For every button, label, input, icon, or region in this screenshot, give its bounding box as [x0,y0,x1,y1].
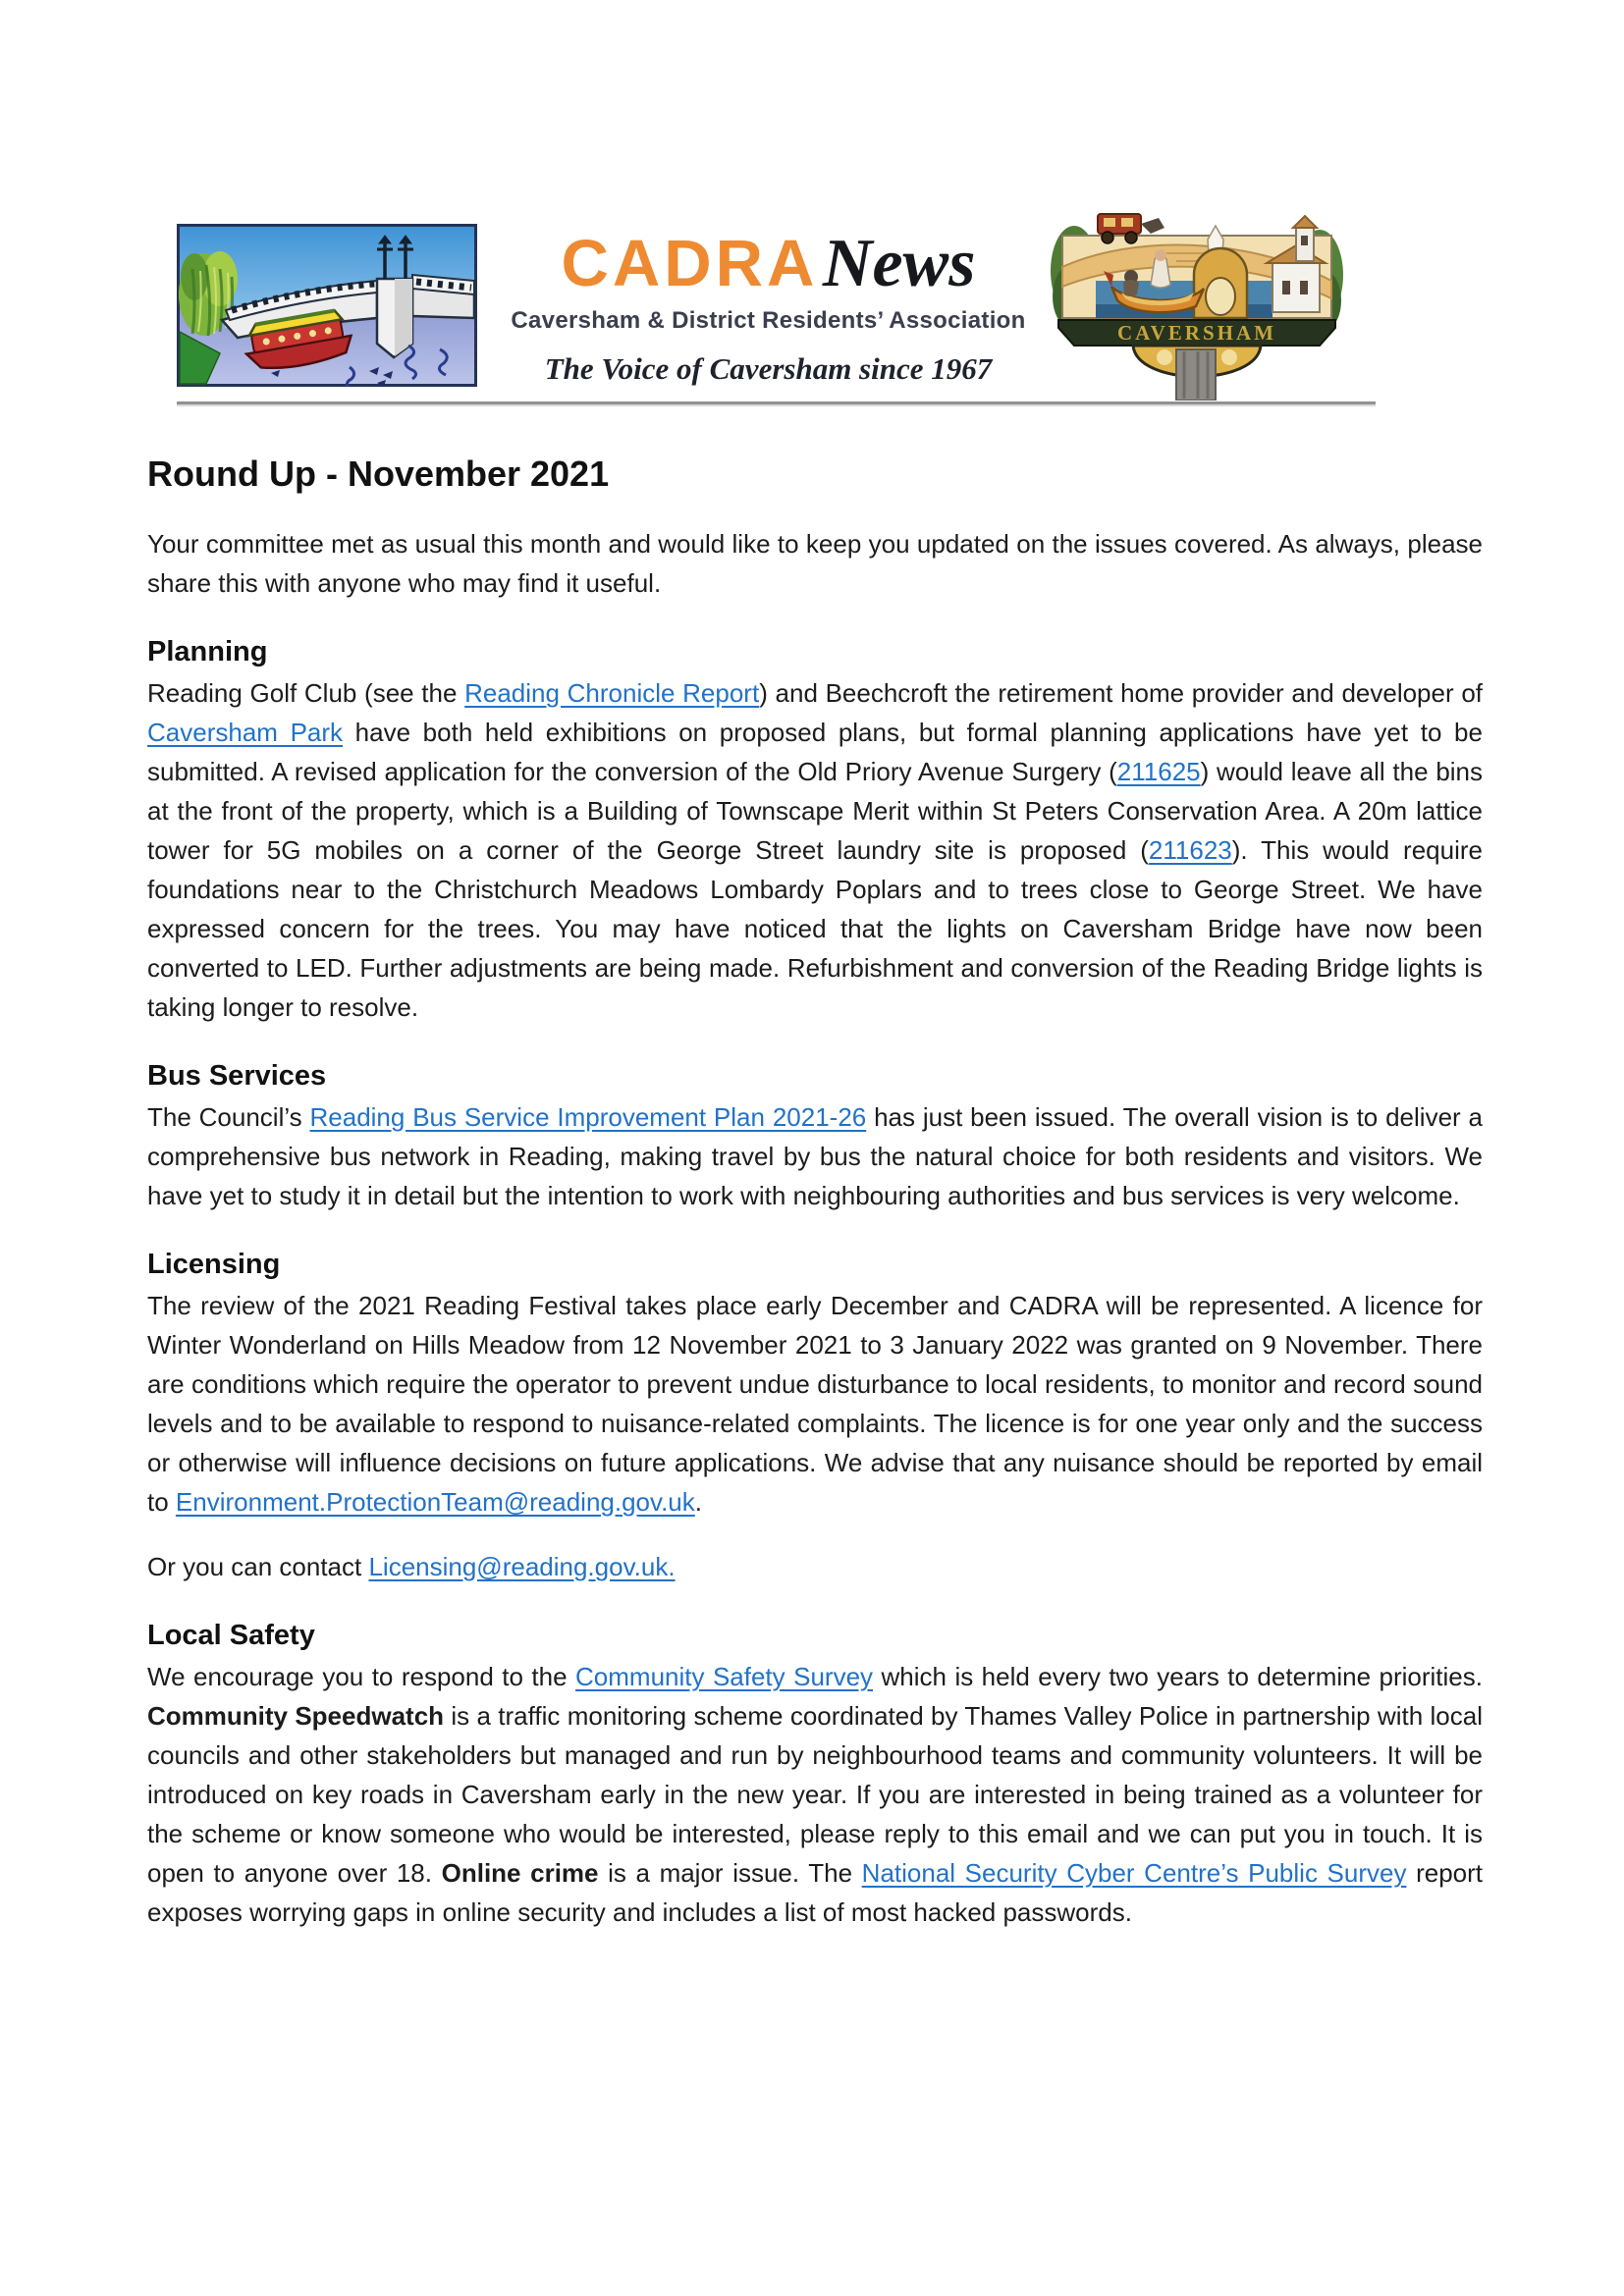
section-heading-local-safety: Local Safety [147,1620,315,1651]
sign-banner-text: CAVERSHAM [1117,321,1276,345]
caversham-village-sign-image [1049,202,1345,400]
bold-text-run: Online crime [441,1858,599,1888]
text-run: has just been issued. The overall vision is to deliver a comprehensive bus network in Reading, making travel by bus the natural choice for both residents and visitors. We have yet to study it in detail but the intention to work with neighbouring authorities and bus services is very welcome. [147,1102,1483,1210]
text-run: ) and Beechcroft the retirement home provider and developer of [759,678,1483,708]
text-run: We encourage you to respond to the [147,1662,576,1691]
brand-cadra-text: CADRA [561,227,819,300]
page-title: Round Up - November 2021 [147,454,610,494]
link-caversham-park[interactable]: Caversham Park [147,718,344,747]
section-licensing [147,1249,1483,1586]
text-run: . [694,1487,703,1517]
text-run: The review of the 2021 Reading Festival takes place early December and CADRA will be represented. A licence for Winter Wonderland on Hills Meadow from 12 November 2021 to 3 January 2022 was granted on 9 November. There are conditions which require the operator to prevent undue disturbance to local residents, to monitor and record sound levels and to be available to respond to nuisance-related complaints. The licence is for one year only and the success or otherwise will influence decisions on future applications. We advise that any nuisance should be reported by email to [147,1291,1483,1517]
brand-tagline: The Voice of Caversham since 1967 [544,351,993,386]
link-211625[interactable]: 211625 [1116,757,1201,786]
link-reading-chronicle-report[interactable]: Reading Chronicle Report [464,678,760,708]
masthead [491,226,1046,387]
text-run: Reading Golf Club (see the [147,678,465,708]
link-community-safety-survey[interactable]: Community Safety Survey [575,1662,874,1691]
link-211623[interactable]: 211623 [1148,835,1232,865]
newsletter-body [147,454,1483,1932]
brand-title [491,226,1046,301]
section-heading-bus-services: Bus Services [147,1060,327,1092]
text-run: have both held exhibitions on proposed plans, but formal planning applications have yet to be submitted. A revised application for the conversion of the Old Priory Avenue Surgery ( [147,718,1483,786]
link-ncsc-public-survey[interactable]: National Security Cyber Centre’s Public Survey [861,1858,1407,1888]
caversham-bridge-logo-image [177,224,477,387]
text-run: The Council’s [147,1102,310,1132]
text-run: is a major issue. The [598,1858,862,1888]
section-heading-licensing: Licensing [147,1249,281,1280]
header-divider [177,401,1376,404]
text-run: ). This would require foundations near to the Christchurch Meadows Lombardy Poplars and to trees close to George Street. We have expressed concern for the trees. You may have noticed that the lights on Caversham Bridge have now been converted to LED. Further adjustments are being made. Refurbishment and conversion of the Reading Bridge lights is taking longer to resolve. [147,835,1483,1022]
local-safety-paragraph [147,1657,1483,1932]
link-environment-protection-email[interactable]: Environment.ProtectionTeam@reading.gov.uk [175,1487,695,1517]
section-bus-services [147,1060,1483,1215]
link-bus-service-improvement-plan[interactable]: Reading Bus Service Improvement Plan 2021-26 [309,1102,867,1132]
sign-post [1176,349,1216,400]
section-heading-planning: Planning [147,636,268,667]
licensing-contact-paragraph [147,1547,1483,1586]
bus-services-paragraph [147,1097,1483,1215]
sign-banner [1058,320,1335,346]
text-run: which is held every two years to determine priorities. [873,1662,1483,1691]
link-licensing-email[interactable]: Licensing@reading.gov.uk. [368,1552,676,1581]
licensing-paragraph [147,1286,1483,1522]
brand-news-text: News [822,226,976,301]
text-run: ) would leave all the bins at the front of the property, which is a Building of Townscape Merit within St Peters Conservation Area. A 20m lattice tower for 5G mobiles on a corner of the George Street laundry site is proposed ( [147,757,1484,865]
section-planning [147,636,1483,1027]
text-run: report exposes worrying gaps in online security and includes a list of most hacked passwords. [147,1858,1483,1927]
text-run: Or you can contact [147,1552,369,1581]
section-local-safety [147,1620,1483,1932]
text-run: is a traffic monitoring scheme coordinated by Thames Valley Police in partnership with local councils and other stakeholders but managed and run by neighbourhood teams and community volunteers. It will be introduced on key roads in Caversham early in the new year. If you are interested in being trained as a volunteer for the scheme or know someone who would be interested, please reply to this email and we can put you in touch. It is open to anyone over 18. [147,1701,1483,1888]
planning-paragraph [147,673,1483,1027]
bold-text-run: Community Speedwatch [147,1701,445,1731]
intro-paragraph: Your committee met as usual this month and would like to keep you updated on the issues covered. As always, please share this with anyone who may find it useful. [147,529,1483,598]
brand-subtitle: Caversham & District Residents’ Association [511,307,1026,334]
